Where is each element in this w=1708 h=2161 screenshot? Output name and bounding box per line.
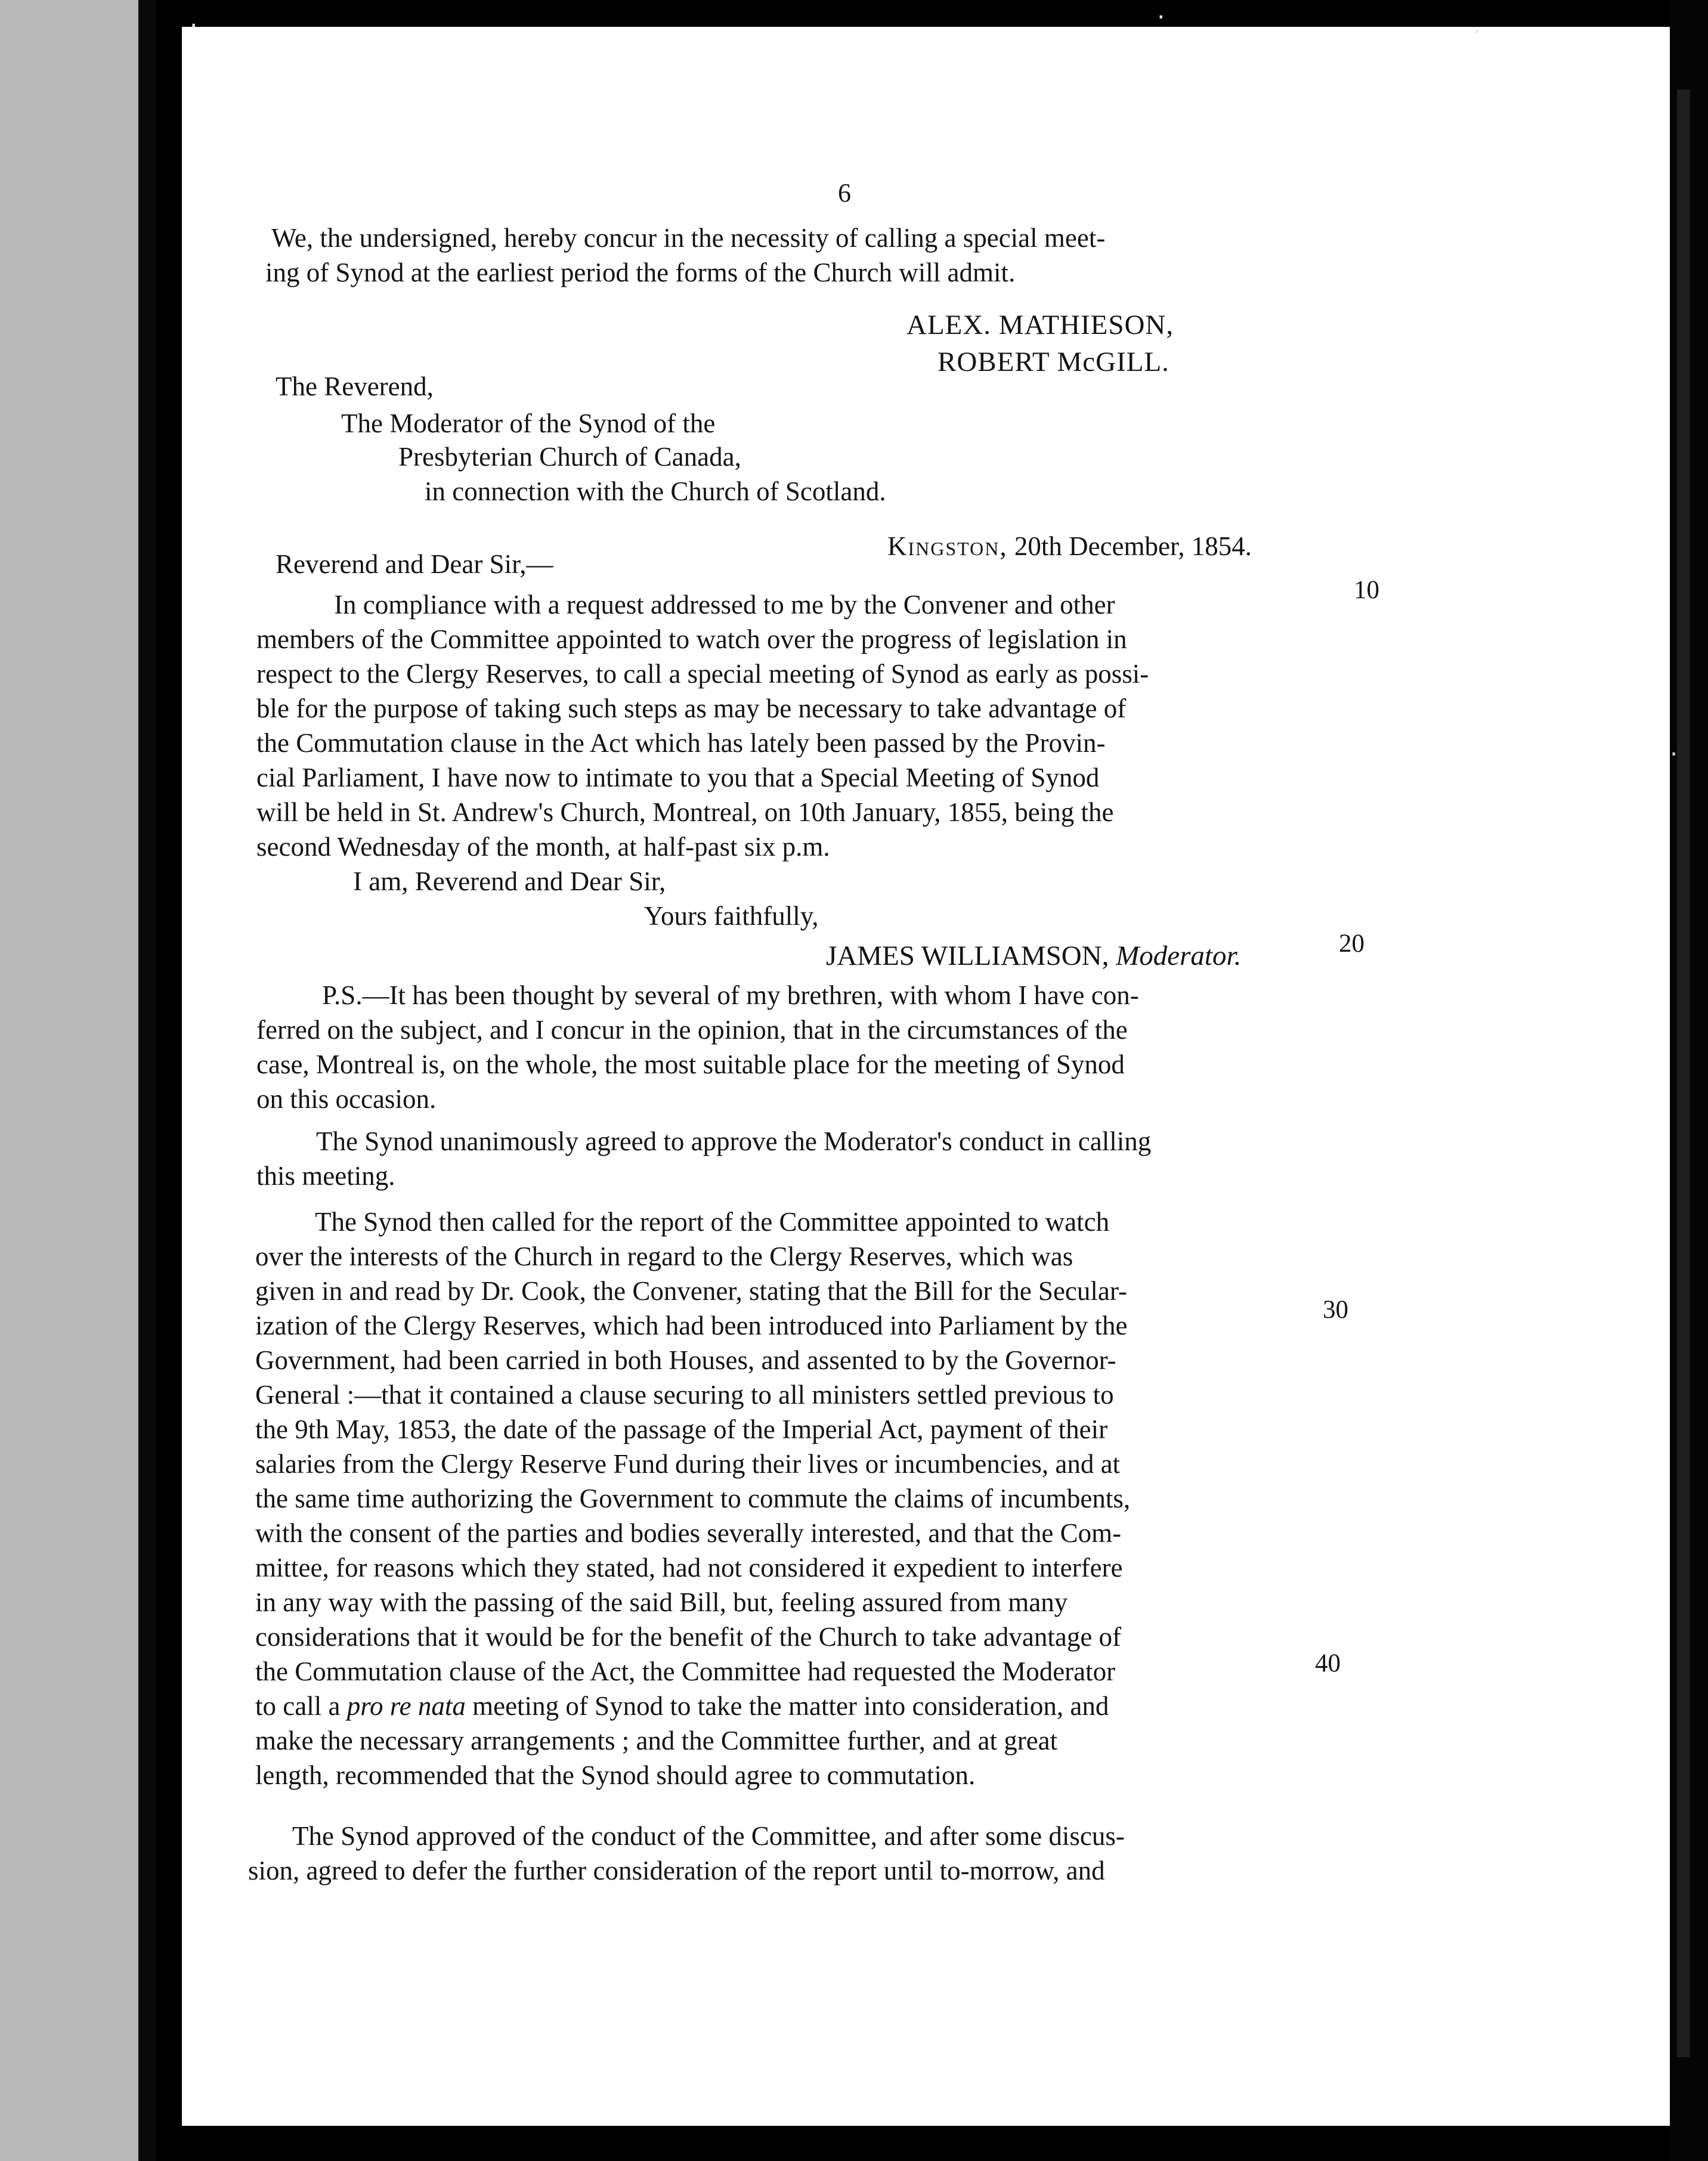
text-line: ble for the purpose of taking such steps as may be necessary to take advantage of (256, 693, 1127, 723)
text-line: over the interests of the Church in regard to the Clergy Reserves, which was (255, 1242, 1073, 1271)
text-run: meeting of Synod to take the matter into consideration, and (465, 1691, 1109, 1721)
text-line: in any way with the passing of the said Bill, but, feeling assured from many (255, 1587, 1068, 1617)
postscript (256, 978, 1139, 1116)
address-line: The Reverend, (276, 371, 434, 401)
text-line: ing of Synod at the earliest period the forms of the Church will admit. (265, 258, 1016, 287)
next-page-edge (1677, 89, 1690, 2057)
text-line (255, 1689, 1130, 1723)
text-line: length, recommended that the Synod should agree to commutation. (255, 1760, 976, 1790)
address-line: in connection with the Church of Scotland. (425, 476, 886, 506)
scan-speck: · (1473, 17, 1481, 46)
text-line: the 9th May, 1853, the date of the passage of the Imperial Act, payment of their (255, 1414, 1108, 1444)
text-line: The Synod approved of the conduct of the Committee, and after some discus- (292, 1821, 1125, 1851)
letter-body (256, 587, 1149, 864)
margin-line-number: 20 (1339, 930, 1364, 958)
text-line: cial Parliament, I have now to intimate to you that a Special Meeting of Synod (256, 763, 1100, 792)
letter-dateline (887, 531, 1252, 562)
paragraph-deferral (248, 1819, 1125, 1888)
text-line: considerations that it would be for the benefit of the Church to take advantage of (255, 1622, 1122, 1652)
text-line: members of the Committee appointed to watch over the progress of legislation in (256, 624, 1127, 654)
binding-shadow (138, 0, 156, 2161)
text-line: case, Montreal is, on the whole, the most suitable place for the meeting of Synod (256, 1049, 1125, 1079)
margin-line-number: 40 (1315, 1649, 1341, 1677)
text-line: ization of the Clergy Reserves, which had been introduced into Parliament by the (255, 1311, 1128, 1340)
text-line: We, the undersigned, hereby concur in the necessity of calling a special meet- (271, 223, 1106, 253)
text-line: this meeting. (256, 1161, 395, 1191)
latin-phrase: pro re nata (346, 1691, 466, 1721)
text-line: the Commutation clause of the Act, the Committee had requested the Moderator (255, 1657, 1116, 1686)
text-line: on this occasion. (256, 1084, 437, 1114)
dateline-place: Kingston, (887, 531, 1008, 561)
text-line: given in and read by Dr. Cook, the Convener, stating that the Bill for the Secular- (255, 1276, 1127, 1306)
text-line: the Commutation clause in the Act which has lately been passed by the Provin- (256, 728, 1106, 758)
address-line: Presbyterian Church of Canada, (398, 442, 741, 472)
paragraph-committee-report (255, 1205, 1130, 1792)
scan-speck: · (1157, 2, 1165, 32)
paragraph-approval (256, 1124, 1151, 1193)
moderator-name: JAMES WILLIAMSON, (826, 940, 1109, 971)
signatory-name: ROBERT McGILL. (937, 346, 1169, 377)
text-line: In compliance with a request addressed to me by the Convener and other (334, 590, 1115, 620)
margin-line-number: 30 (1323, 1296, 1348, 1324)
text-line: second Wednesday of the month, at half-past six p.m. (256, 832, 830, 862)
text-line: respect to the Clergy Reserves, to call a special meeting of Synod as early as possi- (256, 659, 1149, 689)
text-line: the same time authorizing the Government to commute the claims of incumbents, (255, 1484, 1131, 1513)
signatory-name: ALEX. MATHIESON, (906, 309, 1174, 340)
text-line: make the necessary arrangements ; and the Committee further, and at great (255, 1726, 1058, 1756)
text-line: ferred on the subject, and I concur in the opinion, that in the circumstances of the (256, 1015, 1128, 1045)
text-line: sion, agreed to defer the further consideration of the report until to-morrow, and (248, 1856, 1105, 1886)
page-number: 6 (838, 178, 851, 208)
paragraph-concurrence (265, 221, 1106, 290)
text-line: mittee, for reasons which they stated, had not considered it expedient to interfere (255, 1553, 1123, 1583)
complimentary-close: Yours faithfully, (644, 901, 819, 931)
text-line: Government, had been carried in both Houses, and assented to by the Governor- (255, 1345, 1116, 1375)
facing-page-edge (0, 0, 143, 2161)
moderator-title: Moderator. (1109, 940, 1242, 971)
dateline-date: 20th December, 1854. (1007, 531, 1252, 561)
text-line: salaries from the Clergy Reserve Fund during their lives or incumbencies, and at (255, 1449, 1121, 1479)
text-line: with the consent of the parties and bodies severally interested, and that the Com- (255, 1518, 1122, 1548)
complimentary-close: I am, Reverend and Dear Sir, (353, 866, 666, 896)
moderator-signature (826, 940, 1241, 972)
scan-speck: · (1670, 739, 1678, 769)
scan-speck: · (190, 11, 198, 40)
text-line: The Synod then called for the report of the Committee appointed to watch (315, 1207, 1110, 1237)
text-line: will be held in St. Andrew's Church, Montreal, on 10th January, 1855, being the (256, 797, 1114, 827)
text-run: to call a (255, 1691, 347, 1721)
text-line: The Synod unanimously agreed to approve the Moderator's conduct in calling (316, 1126, 1152, 1156)
address-line: The Moderator of the Synod of the (341, 408, 716, 438)
margin-line-number: 10 (1354, 576, 1379, 604)
salutation: Reverend and Dear Sir,— (276, 549, 553, 579)
text-line: General :—that it contained a clause securing to all ministers settled previous to (255, 1380, 1114, 1410)
text-line: P.S.—It has been thought by several of my brethren, with whom I have con- (322, 980, 1139, 1010)
